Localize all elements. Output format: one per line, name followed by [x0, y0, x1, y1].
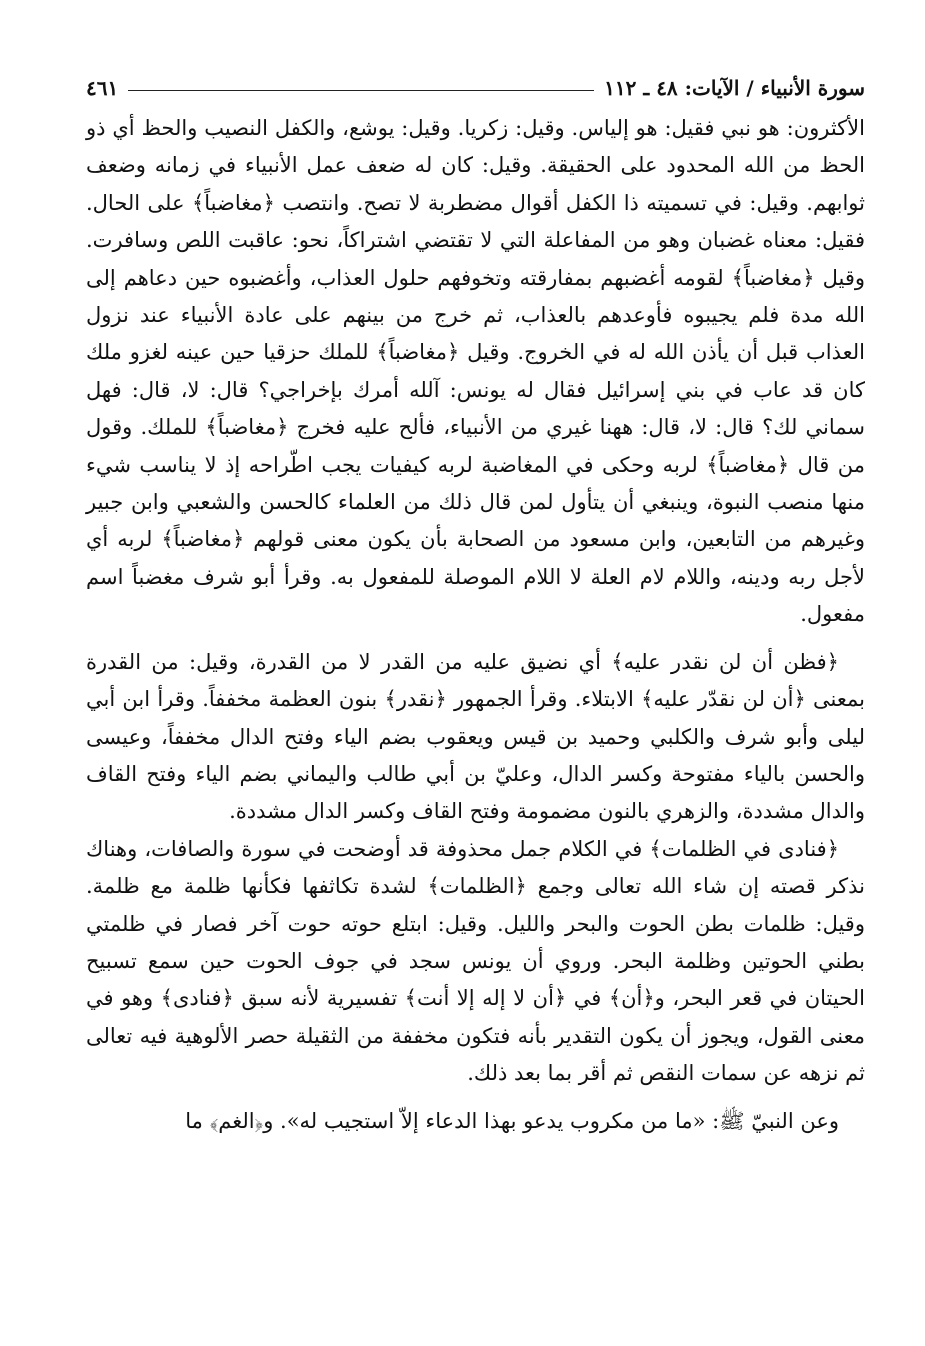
running-header	[86, 62, 865, 100]
paragraph-hadith-prophet: وعن النبيّ ﷺ: «ما من مكروب يدعو بهذا الدعاء إلاّ استجيب له». و﴿الغم﴾ ما	[185, 1108, 839, 1133]
page-number: ٤٦١	[86, 76, 119, 100]
surah-title: سورة الأنبياء / الآيات: ٤٨ ـ ١١٢	[604, 76, 865, 100]
header-rule	[128, 90, 594, 91]
paragraph-fanada-fi-zulumat: ﴿فنادى في الظلمات﴾ في الكلام جمل محذوفة قد أوضحت في سورة والصافات، وهناك نذكر قصته إن شاء الله تعالى وجمع ﴿الظلمات﴾ لشدة تكاثفها فكأنها ظلمة مع ظلمة. وقيل: ظلمات بطن الحوت والبحر والليل. وقيل: ابتلع حوته حوت آخر فصار في ظلمتي بطني الحوتين وظلمة البحر. وروي أن يونس سجد في جوف الحوت حين سمع تسبيح الحيتان في قعر البحر، و﴿أن﴾ في ﴿أن لا إله إلا أنت﴾ تفسيرية لأنه سبق ﴿فنادى﴾ وهو في معنى القول، ويجوز أن يكون التقدير بأنه فتكون مخففة من الثقيلة حصر الألوهية فيه تعالى ثم نزهه عن سمات النقص ثم أقر بما بعد ذلك.	[86, 836, 865, 1086]
paragraph-fazanna-an-lan-naqdir: ﴿فظن أن لن نقدر عليه﴾ أي نضيق عليه من القدر لا من القدرة، وقيل: من القدرة بمعنى ﴿أن لن نقدّر عليه﴾ الابتلاء. وقرأ الجمهور ﴿نقدر﴾ بنون العظمة مخففاً. وقرأ ابن أبي ليلى وأبو شرف والكلبي وحميد بن قيس ويعقوب بضم الياء وفتح الدال مخففاً، وعيسى والحسن بالياء مفتوحة وكسر الدال، وعليّ بن أبي طالب واليماني بضم الياء وفتح القاف والدال مشددة، والزهري بالنون مضمومة وفتح القاف وكسر الدال مشددة.	[86, 649, 865, 824]
page-body	[86, 110, 865, 1140]
paragraph-dhul-kifl-and-mughadiban: الأكثرون: هو نبي فقيل: هو إلياس. وقيل: زكريا. وقيل: يوشع، والكفل النصيب والحظ أي ذو الحظ من الله المحدود على الحقيقة. وقيل: كان له ضعف عمل الأنبياء في زمانه وضعف ثوابهم. وقيل: في تسميته ذا الكفل أقوال مضطربة لا تصح. وانتصب ﴿مغاضباً﴾ على الحال. فقيل: معناه غضبان وهو من المفاعلة التي لا تقتضي اشتراكاً، نحو: عاقبت اللص وسافرت. وقيل ﴿مغاضباً﴾ لقومه أغضبهم بمفارقته وتخوفهم حلول العذاب، وأغضبوه حين دعاهم إلى الله مدة فلم يجيبوه فأوعدهم بالعذاب، ثم خرج من بينهم على عادة الأنبياء عند نزول العذاب قبل أن يأذن الله له في الخروج. وقيل ﴿مغاضباً﴾ للملك حزقيا حين عينه لغزو ملك كان قد عاب في بني إسرائيل فقال له يونس: آلله أمرك بإخراجي؟ قال: لا، قال: فهل سماني لك؟ قال: لا، قال: ههنا غيري من الأنبياء، فألح عليه فخرج ﴿مغاضباً﴾ للملك. وقول من قال ﴿مغاضباً﴾ لربه وحكى في المغاضبة لربه كيفيات يجب اطّراحه إذ لا يناسب شيء منها منصب النبوة، وينبغي أن يتأول لمن قال ذلك من العلماء كالحسن والشعبي وابن جبير وغيرهم من التابعين، وابن مسعود من الصحابة بأن يكون معنى قولهم ﴿مغاضباً﴾ لربه أي لأجل ربه ودينه، واللام لام العلة لا اللام الموصلة للمفعول به. وقرأ أبو شرف مغضباً اسم مفعول.	[86, 116, 865, 627]
